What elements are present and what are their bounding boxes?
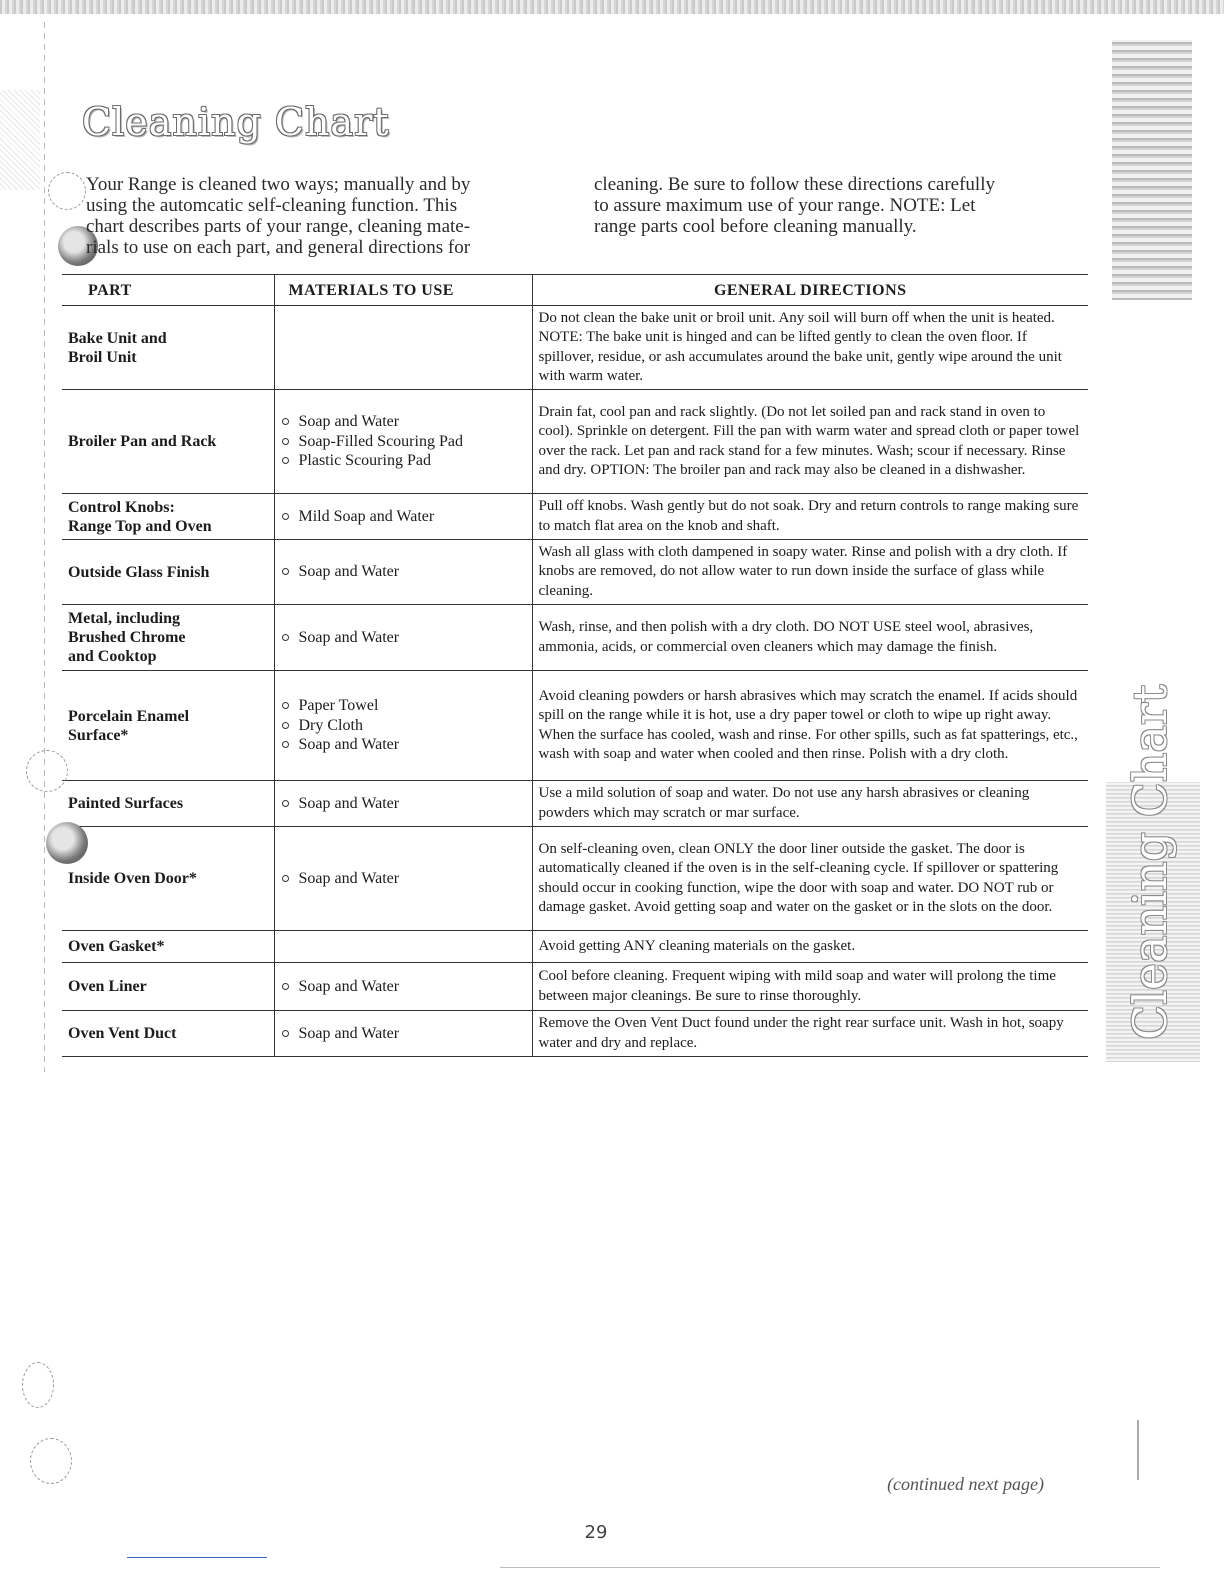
table-header-row [62, 275, 1088, 306]
directions-cell: Wash, rinse, and then polish with a dry cloth. DO NOT USE steel wool, abrasives, ammonia, acids, or commercial oven cleaners which may damage the finish. [532, 605, 1088, 671]
part-cell [62, 781, 274, 827]
materials-cell [274, 605, 532, 671]
material-item: Paper Towel [281, 696, 526, 716]
part-name: Bake Unit and [68, 329, 167, 347]
part-cell [62, 671, 274, 781]
table-row [62, 827, 1088, 931]
materials-cell [274, 1011, 532, 1057]
material-item: Soap and Water [281, 735, 526, 755]
table-row [62, 1011, 1088, 1057]
scan-left-edge [44, 22, 45, 1072]
part-cell [62, 827, 274, 931]
table-row [62, 494, 1088, 540]
faded-previous-tab [1112, 40, 1192, 300]
material-item: Mild Soap and Water [281, 507, 526, 527]
binder-ring-bottom [22, 1362, 54, 1408]
binder-ring-top [48, 172, 86, 210]
part-name: Metal, including [68, 610, 181, 628]
material-item: Soap and Water [281, 977, 526, 997]
page-number: 29 [584, 1522, 608, 1543]
material-item: Soap-Filled Scouring Pad [281, 432, 526, 452]
part-name: and Cooktop [68, 648, 157, 666]
table-row [62, 390, 1088, 494]
part-cell [62, 540, 274, 605]
material-item: Soap and Water [281, 562, 526, 582]
materials-cell [274, 931, 532, 963]
directions-cell: Remove the Oven Vent Duct found under the right rear surface unit. Wash in hot, soapy water and dry and replace. [532, 1011, 1088, 1057]
table-row [62, 781, 1088, 827]
header-directions: GENERAL DIRECTIONS [532, 275, 1088, 306]
page-title: Cleaning Chart [82, 100, 390, 144]
scan-underline [127, 1557, 267, 1558]
material-item: Soap and Water [281, 794, 526, 814]
directions-cell: On self-cleaning oven, clean ONLY the door liner outside the gasket. The door is automatically cleaned if the oven is in the self-cleaning cycle. If spillover or spattering should occur in cooking function, wipe the door with soap and water. DO NOT rub or damage gasket. Avoid getting soap and water on the gasket or in the slots on the door. [532, 827, 1088, 931]
materials-cell [274, 540, 532, 605]
part-name: Oven Liner [68, 978, 147, 996]
part-cell [62, 605, 274, 671]
part-name: Control Knobs: [68, 498, 175, 516]
scan-bottom-rule [500, 1567, 1160, 1568]
materials-cell [274, 390, 532, 494]
cleaning-chart-table [62, 274, 1088, 1057]
section-tab-label: Cleaning Chart [1123, 684, 1177, 1040]
materials-cell [274, 671, 532, 781]
table-row [62, 671, 1088, 781]
directions-cell: Use a mild solution of soap and water. Do not use any harsh abrasives or cleaning powders which may scratch or mar surface. [532, 781, 1088, 827]
material-item: Soap and Water [281, 628, 526, 648]
part-name: Surface* [68, 726, 129, 744]
part-name: Outside Glass Finish [68, 563, 210, 581]
material-item: Soap and Water [281, 869, 526, 889]
table-row [62, 540, 1088, 605]
part-name: Oven Gasket* [68, 938, 165, 956]
directions-cell: Cool before cleaning. Frequent wiping with mild soap and water will prolong the time between major cleanings. Be sure to rinse thoroughly. [532, 963, 1088, 1011]
material-item: Plastic Scouring Pad [281, 451, 526, 471]
table-row [62, 963, 1088, 1011]
part-cell [62, 1011, 274, 1057]
part-cell [62, 306, 274, 390]
part-cell [62, 963, 274, 1011]
scan-speck [1137, 1420, 1139, 1480]
table-row [62, 306, 1088, 390]
scan-top-edge [0, 0, 1224, 14]
table-row [62, 605, 1088, 671]
part-cell [62, 390, 274, 494]
materials-cell [274, 494, 532, 540]
binder-ring-bottom-2 [30, 1438, 72, 1484]
directions-cell: Wash all glass with cloth dampened in soapy water. Rinse and polish with a dry cloth. If knobs are removed, do not allow water to run down inside the surface of glass while cleaning. [532, 540, 1088, 605]
part-name: Oven Vent Duct [68, 1025, 177, 1043]
table-row [62, 931, 1088, 963]
part-name: Porcelain Enamel [68, 707, 190, 725]
directions-cell: Pull off knobs. Wash gently but do not soak. Dry and return controls to range making sure to match flat area on the knob and shaft. [532, 494, 1088, 540]
part-cell [62, 931, 274, 963]
materials-cell [274, 306, 532, 390]
material-item: Dry Cloth [281, 716, 526, 736]
materials-cell [274, 827, 532, 931]
intro-text-left: Your Range is cleaned two ways; manually and by using the automcatic self-cleaning function. This chart describes parts of your range, cleaning mate- rials to use on each part, and general directions for [86, 174, 471, 258]
directions-cell: Avoid getting ANY cleaning materials on the gasket. [532, 931, 1088, 963]
material-item: Soap and Water [281, 412, 526, 432]
binder-hole-middle [46, 822, 88, 864]
part-name: Broil Unit [68, 348, 137, 366]
materials-cell [274, 781, 532, 827]
part-name: Brushed Chrome [68, 629, 186, 647]
continued-note: (continued next page) [887, 1474, 1044, 1494]
directions-cell: Avoid cleaning powders or harsh abrasives which may scratch the enamel. If acids should spill on the range while it is hot, use a dry paper towel or cloth to wipe up right away. When the surface has cooled, wash and rinse. For other spills, such as fat spatterings, etc., wash with soap and water when cooled and then rinse. Polish with a dry cloth. [532, 671, 1088, 781]
intro-text-right: cleaning. Be sure to follow these directions carefully to assure maximum use of your range. NOTE: Let range parts cool before cleaning manually. [594, 174, 995, 237]
header-part: PART [62, 275, 274, 306]
material-item: Soap and Water [281, 1024, 526, 1044]
binder-ring-middle [26, 750, 68, 792]
part-name: Broiler Pan and Rack [68, 433, 217, 451]
part-name: Painted Surfaces [68, 795, 184, 813]
directions-cell: Drain fat, cool pan and rack slightly. (Do not let soiled pan and rack stand in oven to cool). Sprinkle on detergent. Fill the pan with warm water and spread cloth or paper towel over the rack. Let pan and rack stand for a few minutes. Wash; scour if necessary. Rinse and dry. OPTION: The broiler pan and rack may also be cleaned in a dishwasher. [532, 390, 1088, 494]
part-name: Inside Oven Door* [68, 870, 197, 888]
materials-cell [274, 963, 532, 1011]
scan-speckle [0, 90, 40, 190]
part-name: Range Top and Oven [68, 517, 212, 535]
part-cell [62, 494, 274, 540]
directions-cell: Do not clean the bake unit or broil unit. Any soil will burn off when the unit is heated. NOTE: The bake unit is hinged and can be lifted gently to clean the oven floor. If spillover, residue, or ash accumulates around the bake unit, gently wipe around the unit with warm water. [532, 306, 1088, 390]
header-materials: MATERIALS TO USE [274, 275, 532, 306]
